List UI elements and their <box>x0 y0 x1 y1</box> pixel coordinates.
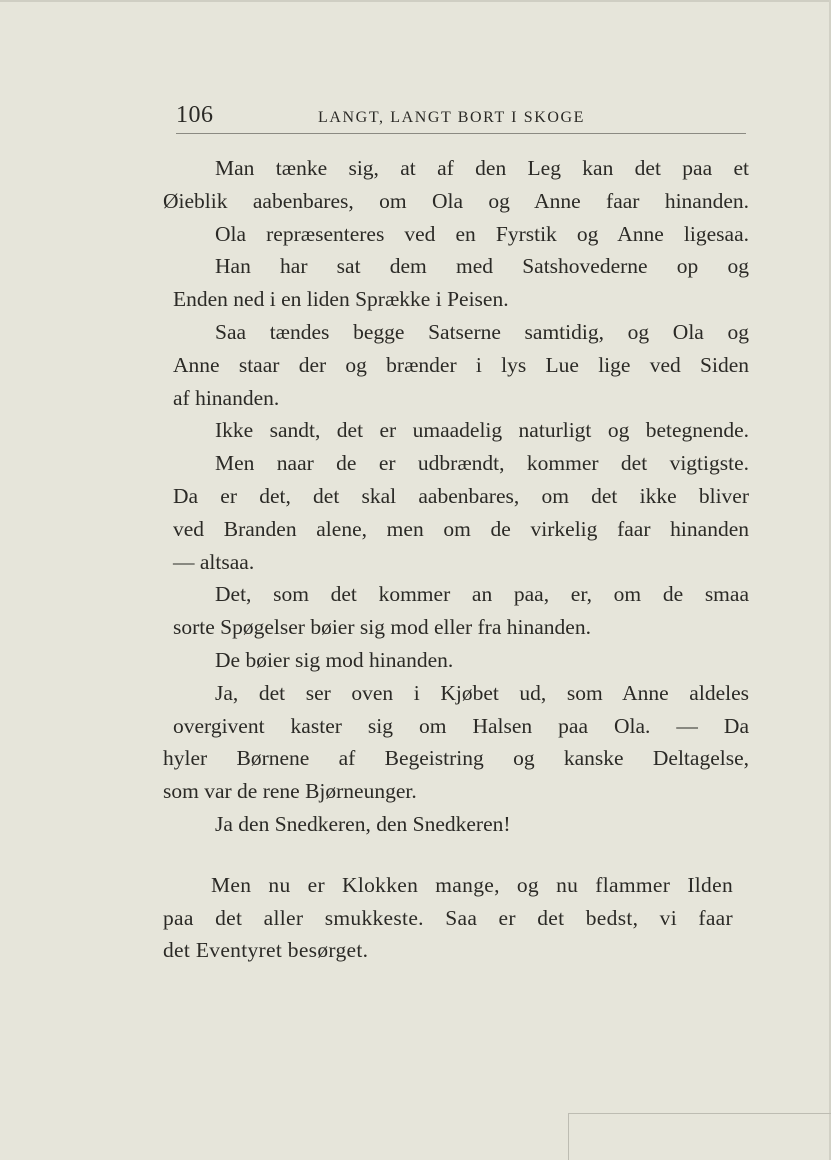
text-line: overgivent kaster sig om Halsen paa Ola. — Da <box>173 713 749 738</box>
text-line: De bøier sig mod hinanden. <box>215 647 454 672</box>
text-line: ved Branden alene, men om de virkelig faar hinanden <box>173 516 749 541</box>
text-line: det Eventyret besørget. <box>163 938 369 963</box>
text-line: Det, som det kommer an paa, er, om de smaa <box>215 582 749 607</box>
plate-mark-horizontal <box>568 1113 831 1114</box>
page-header <box>176 100 746 136</box>
text-line: af hinanden. <box>173 385 280 410</box>
text-line: Men naar de er udbrændt, kommer det vigtigste. <box>215 451 749 476</box>
text-line: Anne staar der og brænder i lys Lue lige ved Siden <box>173 352 749 377</box>
text-line: Ola repræsenteres ved en Fyrstik og Anne ligesaa. <box>215 221 749 246</box>
text-line: — altsaa. <box>173 549 255 574</box>
text-line: Men nu er Klokken mange, og nu flammer Ilden <box>211 872 733 897</box>
text-line: Enden ned i en liden Sprække i Peisen. <box>173 287 509 312</box>
page-edge-top <box>0 0 831 2</box>
text-line: Øieblik aabenbares, om Ola og Anne faar hinanden. <box>163 188 749 213</box>
text-line: Man tænke sig, at af den Leg kan det paa et <box>215 156 749 180</box>
text-line: hyler Børnene af Begeistring og kanske Deltagelse, <box>163 746 749 771</box>
body-text <box>163 152 749 967</box>
paragraph-gap <box>163 841 749 869</box>
text-line: Saa tændes begge Satserne samtidig, og Ola og <box>215 319 749 344</box>
text-line: paa det aller smukkeste. Saa er det bedst, vi faar <box>163 905 733 930</box>
text-line: sorte Spøgelser bøier sig mod eller fra hinanden. <box>173 615 591 640</box>
page-number: 106 <box>176 102 214 128</box>
plate-mark-vertical <box>568 1113 569 1160</box>
text-line: Da er det, det skal aabenbares, om det ikke bliver <box>173 483 749 508</box>
running-head: LANGT, LANGT BORT I SKOGE <box>318 109 586 126</box>
closing-paragraph <box>163 869 749 967</box>
text-line: Ja, det ser oven i Kjøbet ud, som Anne aldeles <box>215 680 749 705</box>
text-line: Ikke sandt, det er umaadelig naturligt og betegnende. <box>215 418 749 443</box>
text-line: som var de rene Bjørneunger. <box>163 779 417 804</box>
text-line: Han har sat dem med Satshovederne op og <box>215 254 749 279</box>
header-rule <box>176 133 746 134</box>
text-line: Ja den Snedkeren, den Snedkeren! <box>215 811 511 836</box>
